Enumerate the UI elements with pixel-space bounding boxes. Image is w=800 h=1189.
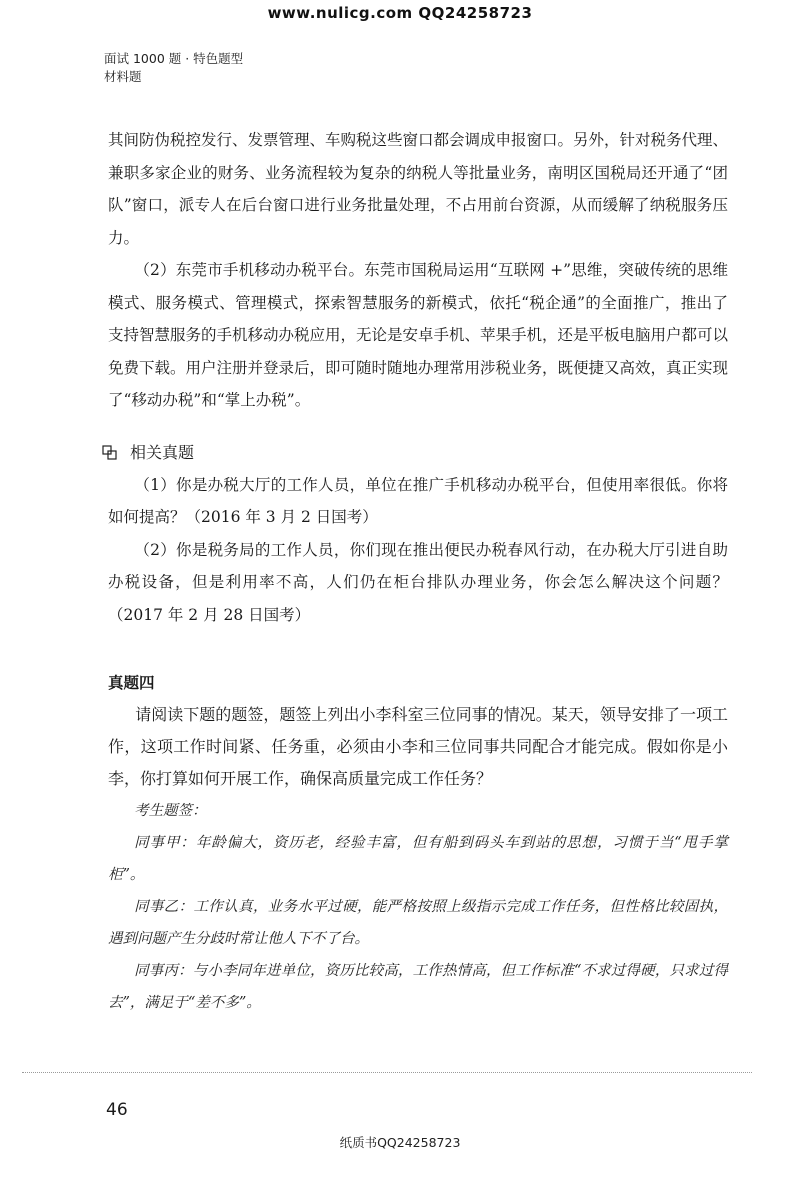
- related-item-2: （2）你是税务局的工作人员，你们现在推出便民办税春风行动，在办税大厅引进自助办税设备，但是利用率不高，人们仍在柜台排队办理业务，你会怎么解决这个问题？（2017 年 2 月 28 日国考）: [108, 540, 728, 624]
- body-paragraph-2: （2）东莞市手机移动办税平台。东莞市国税局运用“互联网 +”思维，突破传统的思维模式、服务模式、管理模式，探索智慧服务的新模式，依托“税企通”的全面推广，推出了支持智慧服务的手机移动办税应用，无论是安卓手机、苹果手机，还是平板电脑用户都可以免费下载。用户注册并登录后，即可随时随地办理常用涉税业务，既便捷又高效，真正实现了“移动办税”和“掌上办税”。: [108, 261, 729, 409]
- question-note-colleague-c: 同事丙：与小李同年进单位，资历比较高，工作热情高，但工作标准“不求过得硬，只求过得去”，满足于“差不多”。: [108, 963, 728, 1011]
- related-section-heading: [102, 437, 728, 469]
- running-header: [104, 50, 243, 86]
- watermark-top: www.nulicg.com QQ24258723: [267, 4, 533, 22]
- question-body: 请阅读下题的题签，题签上列出小李科室三位同事的情况。某天，领导安排了一项工作，这项工作时间紧、任务重，必须由小李和三位同事共同配合才能完成。假如你是小李，你打算如何开展工作，确保高质量完成工作任务？: [108, 705, 728, 788]
- header-book-title: 面试 1000 题 · 特色题型: [104, 51, 244, 66]
- question-note-label: 考生题签：: [134, 803, 207, 819]
- section-heading-text: 相关真题: [130, 442, 195, 462]
- section-bracket-icon: [102, 445, 118, 461]
- related-item-1: （1）你是办税大厅的工作人员，单位在推广手机移动办税平台，但使用率很低。你将如何提高？（2016 年 3 月 2 日国考）: [108, 475, 728, 526]
- question-note-colleague-a: 同事甲：年龄偏大，资历老，经验丰富，但有船到码头车到站的思想，习惯于当“甩手掌柜”。: [108, 835, 728, 883]
- page-number: 46: [106, 1100, 128, 1120]
- question-title: 真题四: [108, 674, 155, 692]
- question-note-colleague-b: 同事乙：工作认真，业务水平过硬，能严格按照上级指示完成工作任务，但性格比较固执，遇到问题产生分歧时常让他人下不了台。: [108, 899, 728, 947]
- page-divider: [22, 1072, 752, 1073]
- page-content: [108, 124, 728, 1019]
- body-paragraph-1: 其间防伪税控发行、发票管理、车购税这些窗口都会调成申报窗口。另外，针对税务代理、兼职多家企业的财务、业务流程较为复杂的纳税人等批量业务，南明区国税局还开通了“团队”窗口，派专人在后台窗口进行业务批量处理，不占用前台资源，从而缓解了纳税服务压力。: [108, 131, 729, 247]
- watermark-bottom: 纸质书QQ24258723: [339, 1135, 461, 1150]
- header-chapter: 材料题: [104, 69, 142, 84]
